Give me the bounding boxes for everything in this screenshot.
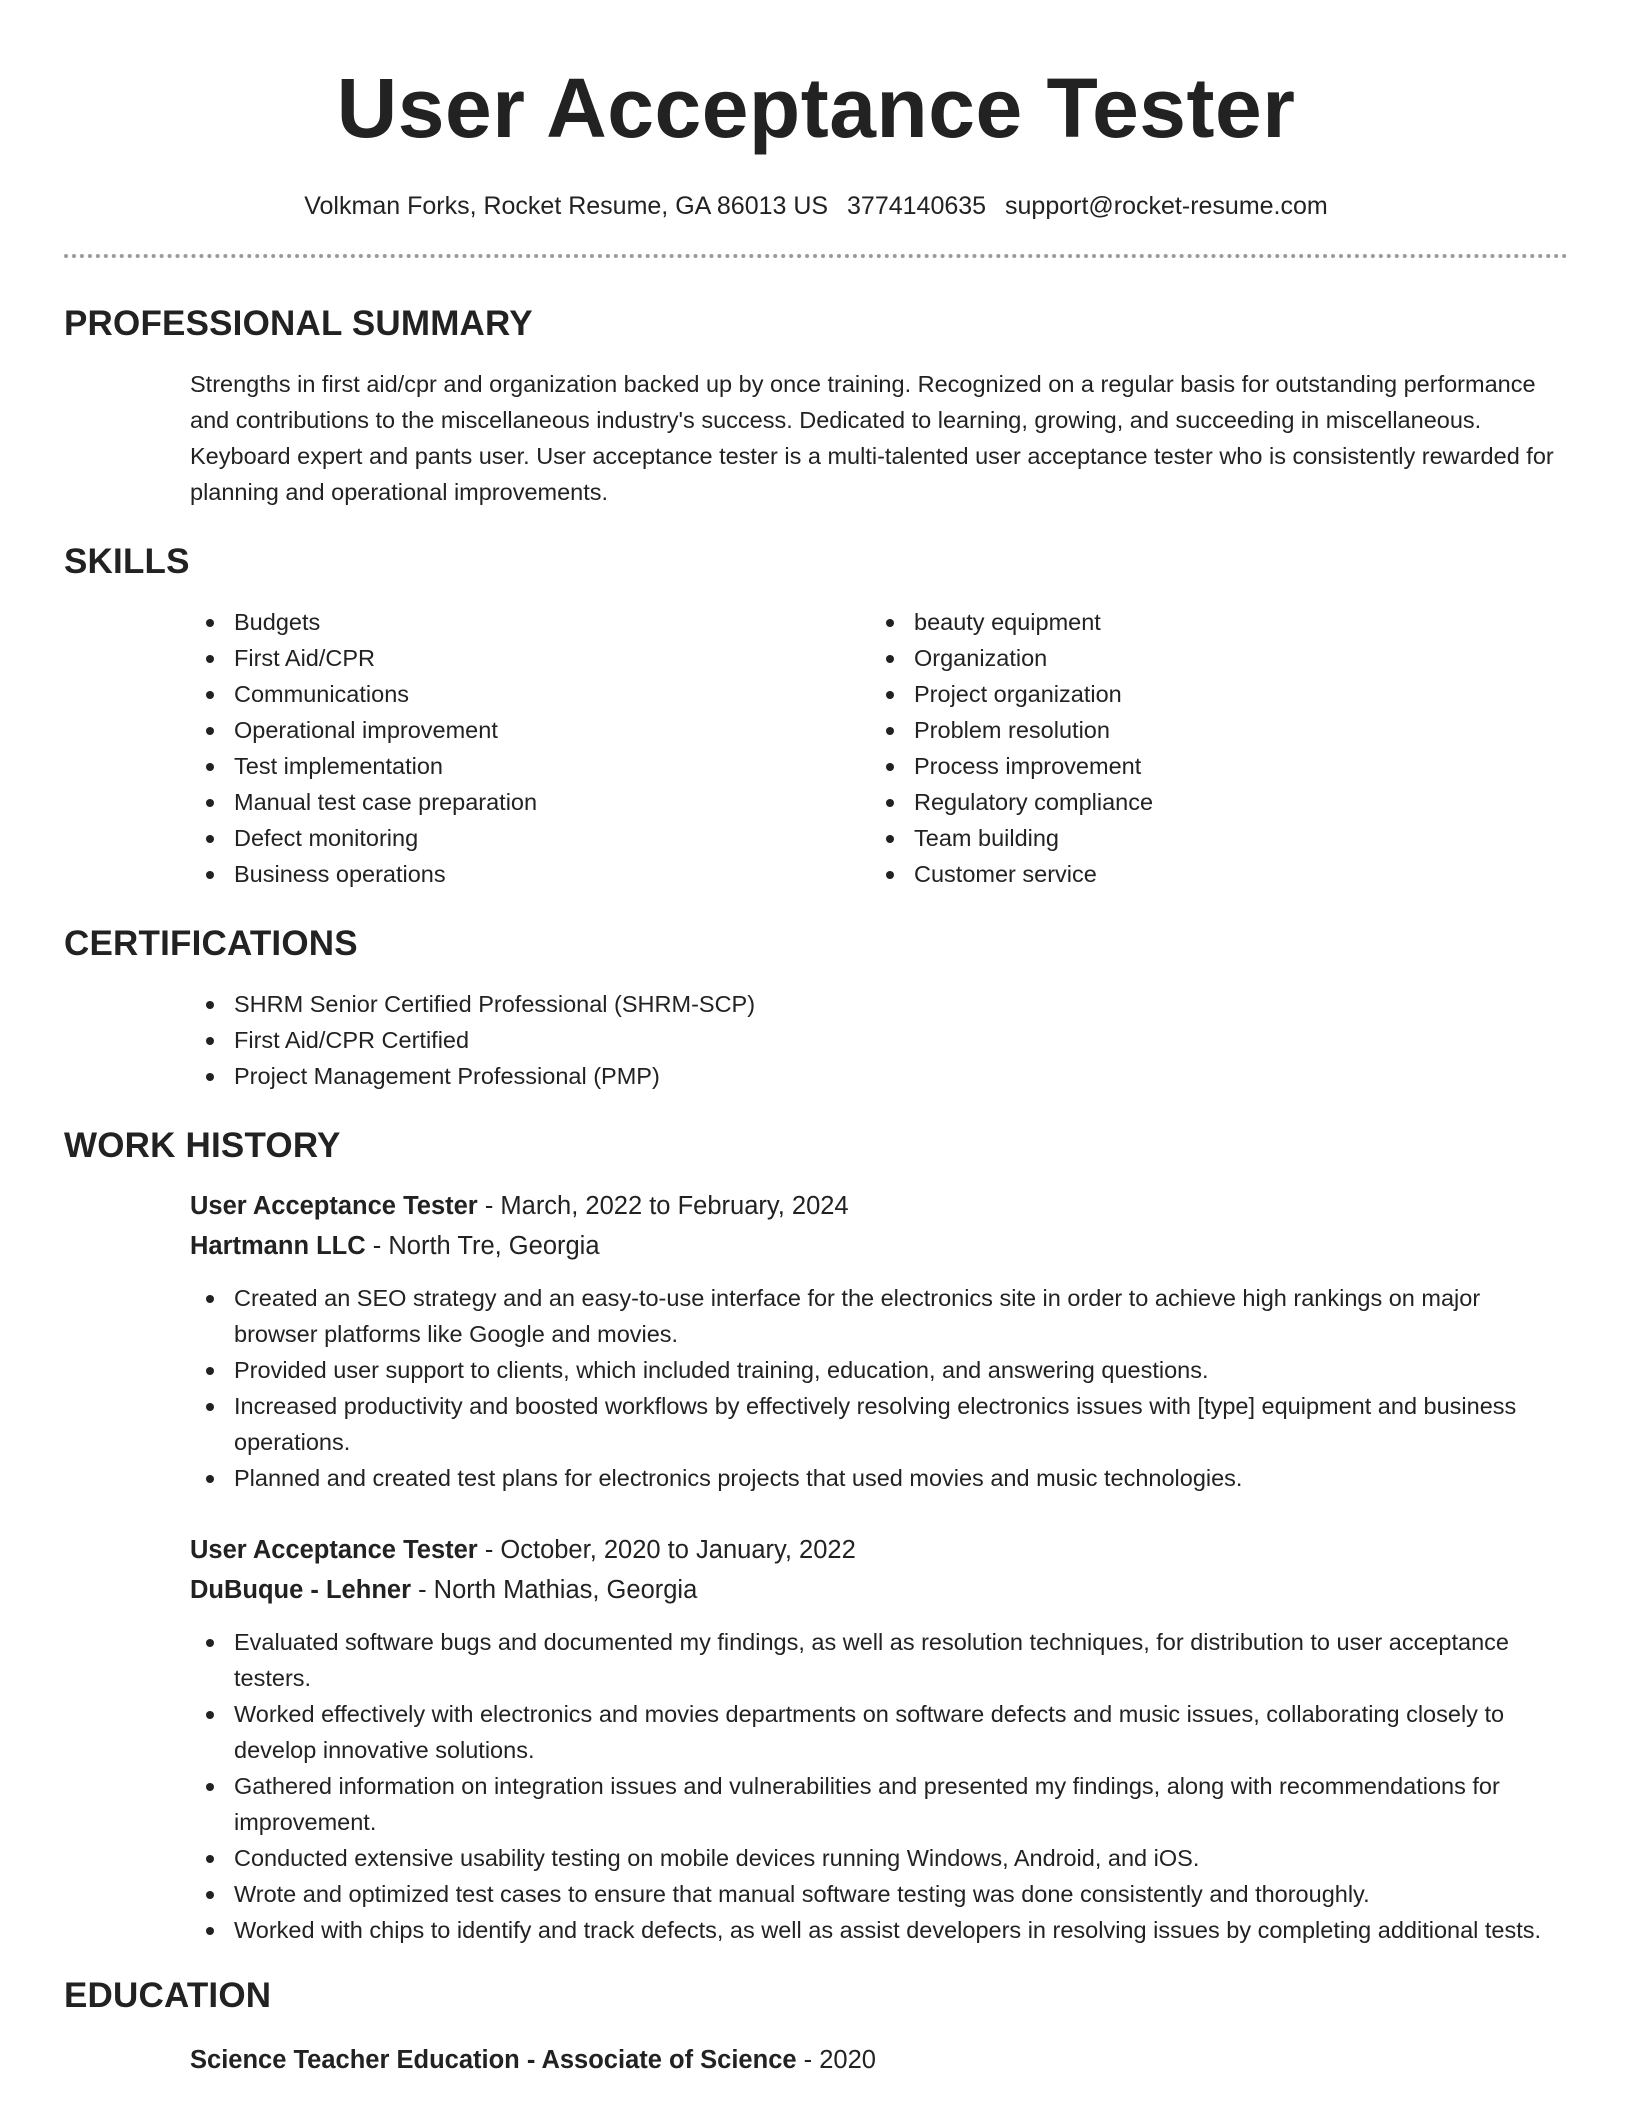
skill-item: Business operations <box>190 856 870 892</box>
skills-list-right <box>870 604 1550 892</box>
job-duty: Created an SEO strategy and an easy-to-use interface for the electronics site in order to achieve high rankings on major browser platforms like Google and movies. <box>190 1280 1568 1352</box>
certification-item: First Aid/CPR Certified <box>190 1022 1568 1058</box>
skill-item: Budgets <box>190 604 870 640</box>
skill-item: Process improvement <box>870 748 1550 784</box>
skill-item: Customer service <box>870 856 1550 892</box>
skill-item: Test implementation <box>190 748 870 784</box>
certification-item: SHRM Senior Certified Professional (SHRM-SCP) <box>190 986 1568 1022</box>
skill-item: Operational improvement <box>190 712 870 748</box>
contact-email: support@rocket-resume.com <box>1005 192 1328 220</box>
skill-item: Problem resolution <box>870 712 1550 748</box>
certifications-section <box>64 986 1568 1094</box>
skill-item: Organization <box>870 640 1550 676</box>
job-duty: Increased productivity and boosted workflows by effectively resolving electronics issues with [type] equipment and business operations. <box>190 1388 1568 1460</box>
skill-item: Defect monitoring <box>190 820 870 856</box>
job-entry <box>190 1186 1568 1496</box>
contact-phone: 3774140635 <box>847 192 987 220</box>
job-duties-list <box>190 1624 1568 1948</box>
certification-item: Project Management Professional (PMP) <box>190 1058 1568 1094</box>
job-title-line <box>190 1186 1568 1226</box>
job-role: User Acceptance Tester <box>190 1192 478 1220</box>
job-company-line <box>190 1570 1568 1610</box>
skills-list-left <box>190 604 870 892</box>
job-title-line <box>190 1530 1568 1570</box>
job-entry <box>190 1530 1568 1948</box>
summary-heading: PROFESSIONAL SUMMARY <box>64 304 533 343</box>
skill-item: First Aid/CPR <box>190 640 870 676</box>
job-duty: Conducted extensive usability testing on mobile devices running Windows, Android, and iOS. <box>190 1840 1568 1876</box>
skills-section <box>64 604 1568 892</box>
skill-item: Communications <box>190 676 870 712</box>
education-year: - 2020 <box>796 2046 876 2074</box>
contact-line <box>64 190 1568 222</box>
job-duties-list <box>190 1280 1568 1496</box>
skill-item: Team building <box>870 820 1550 856</box>
job-location: - North Tre, Georgia <box>365 1232 600 1260</box>
work-history-heading: WORK HISTORY <box>64 1126 341 1165</box>
header-divider <box>64 254 1568 258</box>
resume-header <box>64 0 1568 222</box>
summary-section <box>64 366 1568 510</box>
summary-text: Strengths in first aid/cpr and organization backed up by once training. Recognized on a regular basis for outstanding performance and contributions to the miscellaneous industry's success. Dedicated to learning, growing, and succeeding in miscellaneous. Keyboard expert and pants user. User acceptance tester is a multi-talented user acceptance tester who is consistently rewarded for planning and operational improvements. <box>190 371 1554 505</box>
job-duty: Worked with chips to identify and track defects, as well as assist developers in resolving issues by completing additional tests. <box>190 1912 1568 1948</box>
job-company-line <box>190 1226 1568 1266</box>
work-history-section <box>64 1186 1568 1948</box>
job-dates: - October, 2020 to January, 2022 <box>477 1536 856 1564</box>
job-company: Hartmann LLC <box>190 1232 366 1260</box>
skill-item: Project organization <box>870 676 1550 712</box>
skill-item: beauty equipment <box>870 604 1550 640</box>
job-duty: Worked effectively with electronics and movies departments on software defects and music issues, collaborating closely to develop innovative solutions. <box>190 1696 1568 1768</box>
job-duty: Planned and created test plans for electronics projects that used movies and music technologies. <box>190 1460 1568 1496</box>
skills-heading: SKILLS <box>64 542 190 581</box>
job-location: - North Mathias, Georgia <box>411 1576 698 1604</box>
skill-item: Regulatory compliance <box>870 784 1550 820</box>
candidate-name: User Acceptance Tester <box>336 61 1296 155</box>
job-duty: Wrote and optimized test cases to ensure that manual software testing was done consistently and thoroughly. <box>190 1876 1568 1912</box>
job-dates: - March, 2022 to February, 2024 <box>477 1192 849 1220</box>
education-entry <box>190 2040 1568 2080</box>
skill-item: Manual test case preparation <box>190 784 870 820</box>
certifications-list <box>190 986 1568 1094</box>
education-degree: Science Teacher Education - Associate of Science <box>190 2046 797 2074</box>
education-heading: EDUCATION <box>64 1976 272 2015</box>
job-role: User Acceptance Tester <box>190 1536 478 1564</box>
certifications-heading: CERTIFICATIONS <box>64 924 358 963</box>
job-duty: Evaluated software bugs and documented my findings, as well as resolution techniques, for distribution to user acceptance testers. <box>190 1624 1568 1696</box>
job-duty: Gathered information on integration issues and vulnerabilities and presented my findings, along with recommendations for improvement. <box>190 1768 1568 1840</box>
job-company: DuBuque - Lehner <box>190 1576 411 1604</box>
contact-address: Volkman Forks, Rocket Resume, GA 86013 US <box>304 192 829 220</box>
education-section <box>64 2040 1568 2080</box>
job-duty: Provided user support to clients, which included training, education, and answering questions. <box>190 1352 1568 1388</box>
